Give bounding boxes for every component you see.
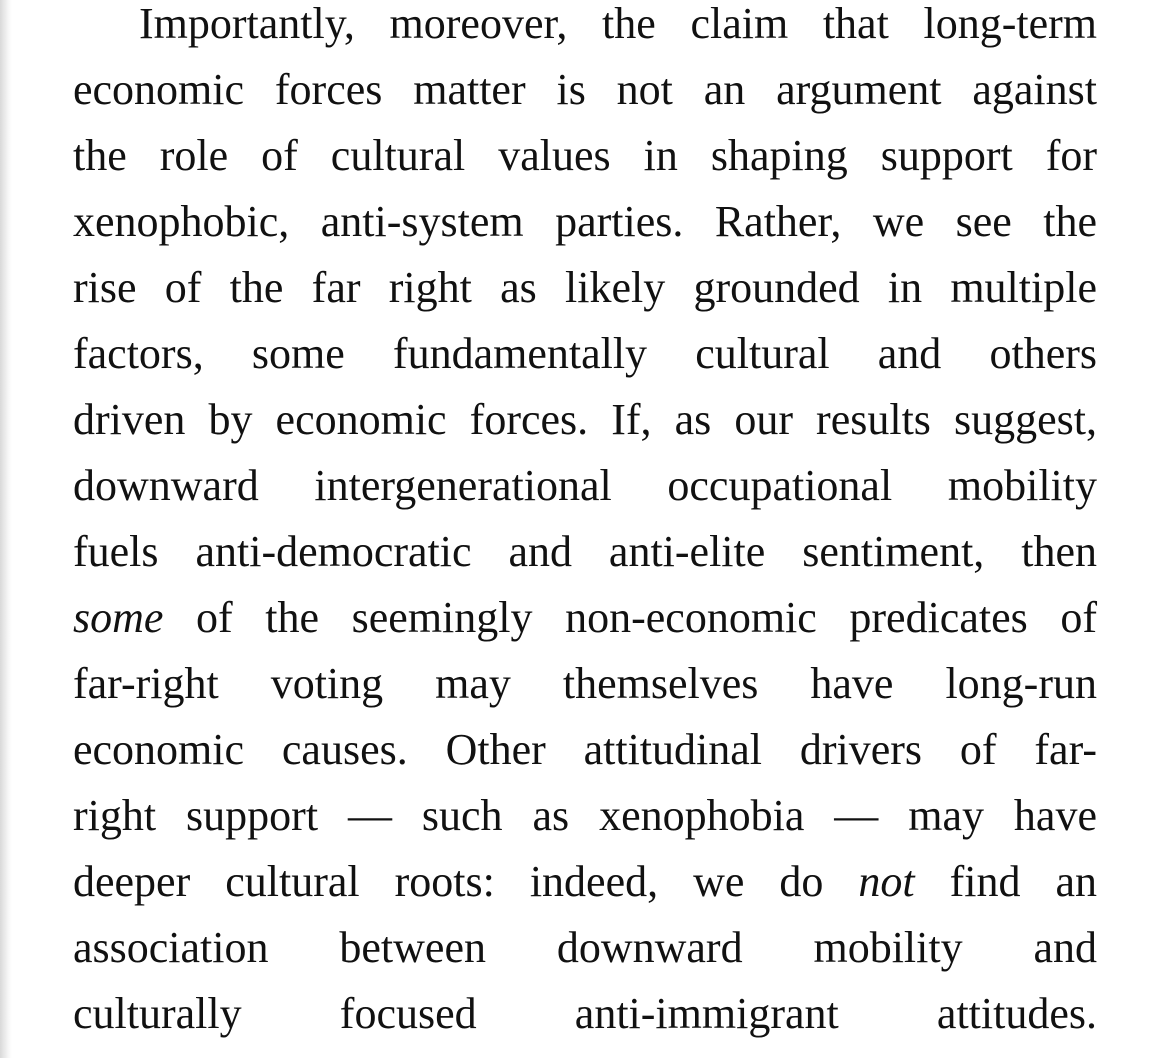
text-line [73,330,1097,396]
text-line [73,858,1097,924]
text-line [73,726,1097,792]
text-segment: association between downward mobility and [73,923,1097,972]
text-segment: of the seemingly non-economic predicates of [163,593,1097,642]
text-segment: factors, some fundamentally cultural and others [73,329,1097,378]
body-paragraph [73,0,1097,1056]
text-segment: right support — such as xenophobia — may have [73,791,1097,840]
text-segment: fuels anti-democratic and anti-elite sentiment, then [73,527,1097,576]
text-line [73,462,1097,528]
text-line [73,66,1097,132]
italic-text: not [858,857,915,906]
text-segment: deeper cultural roots: indeed, we do [73,857,859,906]
text-line [73,792,1097,858]
text-segment: Importantly, moreover, the claim that long-term [139,0,1097,48]
text-segment: the role of cultural values in shaping support for [73,131,1097,180]
text-segment: xenophobic, anti-system parties. Rather, we see the [73,197,1097,246]
text-segment: driven by economic forces. If, as our results suggest, [73,395,1097,444]
text-line [73,528,1097,594]
text-line [73,0,1097,66]
text-line [73,924,1097,990]
text-line [73,264,1097,330]
text-segment: economic causes. Other attitudinal drivers of far- [73,725,1097,774]
text-line [73,132,1097,198]
text-line [73,990,1097,1056]
text-line [73,198,1097,264]
text-segment: economic forces matter is not an argument against [73,65,1097,114]
text-line [73,660,1097,726]
text-segment: rise of the far right as likely grounded in multiple [73,263,1097,312]
text-segment: downward intergenerational occupational mobility [73,461,1097,510]
page-edge-shadow [0,0,12,1058]
italic-text: some [73,593,164,642]
text-segment: far-right voting may themselves have long-run [73,659,1097,708]
text-line [73,594,1097,660]
text-segment: find an [914,857,1098,906]
text-line [73,396,1097,462]
text-segment: culturally focused anti-immigrant attitudes. [73,989,1097,1038]
